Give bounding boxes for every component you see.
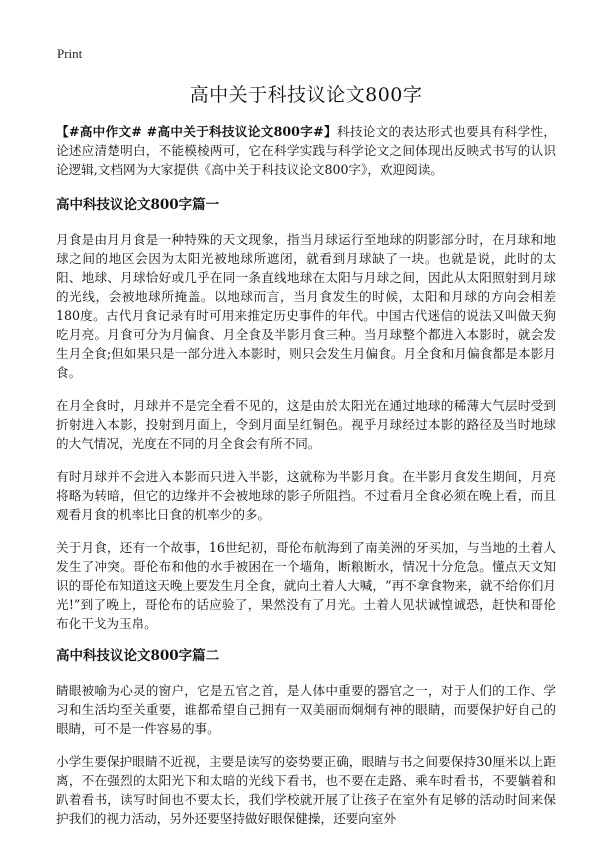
section-1-paragraph-1: 月食是由月月食是一种特殊的天文现象，指当月球运行至地球的阴影部分时，在月球和地球之间的地区会因为太阳光被地球所遮闭，就看到月球缺了一块。也就是说，此时的太阳、地球、月球恰好或几乎在同一条直线地球在太阳与月球之间，因此从太阳照射到月球的光线，会被地球所掩盖。以地球而言，当月食发生的时候，太阳和月球的方向会相差180度。古代月食记录有时可用来推定历史事件的年代。中国古代迷信的说法又叫做天狗吃月亮。月食可分为月偏食、月全食及半影月食三种。当月球整个都进入本影时，就会发生月全食;但如果只是一部分进入本影时，则只会发生月偏食。月全食和月偏食都是本影月食。	[56, 232, 556, 380]
intro-tag: 【#高中作文# #高中关于科技议论文800字#】	[56, 124, 337, 139]
section-1-paragraph-3: 有时月球并不会进入本影而只进入半影，这就称为半影月食。在半影月食发生期间，月亮将略为转暗，但它的边缘并不会被地球的影子所阻挡。不过看月全食必须在晚上看，而且观看月食的机率比日食的机率少的多。	[56, 469, 556, 522]
section-2-paragraph-2: 小学生要保护眼睛不近视，主要是读写的姿势要正确，眼睛与书之间要保持30厘米以上距离，不在强烈的太阳光下和太暗的光线下看书，也不要在走路、乘车时看书，不要躺着和趴着看书，读写时间也不要太长，我们学校就开展了让孩子在室外有足够的活动时间来保护我们的视力活动，另外还要坚持做好眼保健操，还要向室外	[56, 754, 556, 826]
intro-text: 科技论文的表达形式也要具有科学性，论述应清楚明白，不能模棱两可，它在科学实践与科学论文之间体现出反映式书写的认识论逻辑,文档网为大家提供《高中关于科技议论文800字》，欢迎阅读。	[56, 124, 556, 177]
section-heading-2: 高中科技议论文800字篇二	[56, 648, 220, 664]
section-heading-1: 高中科技议论文800字篇一	[56, 197, 220, 213]
section-1-paragraph-2: 在月全食时，月球并不是完全看不见的，这是由於太阳光在通过地球的稀薄大气层时受到折射进入本影，投射到月面上，令到月面呈红铜色。视乎月球经过本影的路径及当时地球的大气情况，光度在不同的月全食会有所不同。	[56, 398, 556, 451]
article-body	[56, 122, 556, 842]
article-title: 高中关于科技议论文800字	[189, 84, 423, 106]
section-2-paragraph-1: 睛眼被喻为心灵的窗户，它是五官之首，是人体中重要的器官之一，对于人们的工作、学习和生活均至关重要，谁都希望自己拥有一双美丽而炯炯有神的眼睛，而要保护好自己的眼睛，可不是一件容易的事。	[56, 683, 556, 736]
print-link[interactable]: Print	[57, 46, 83, 61]
section-1-paragraph-4: 关于月食，还有一个故事，16世纪初，哥伦布航海到了南美洲的牙买加，与当地的土着人发生了冲突。哥伦布和他的水手被困在一个墙角，断粮断水，情况十分危急。懂点天文知识的哥伦布知道这天晚上要发生月全食，就向土着人大喊，“再不拿食物来，就不给你们月光!”到了晚上，哥伦布的话应验了，果然没有了月光。土着人见状诚惶诚恐，赶快和哥伦布化干戈为玉帛。	[56, 540, 556, 631]
article-intro	[56, 122, 556, 179]
